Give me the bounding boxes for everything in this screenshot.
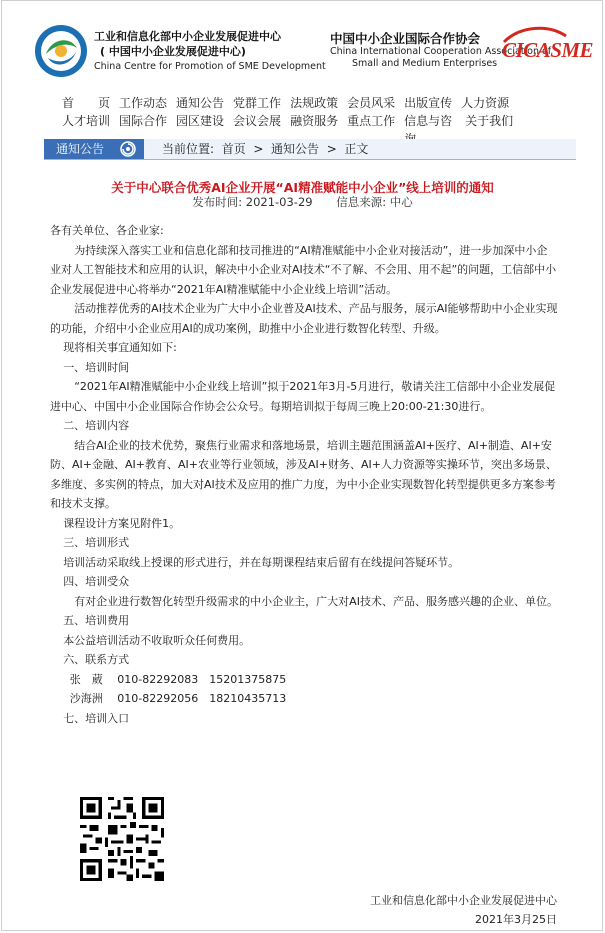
breadcrumb-home[interactable]: 首页 xyxy=(221,142,246,156)
nav-item-publish[interactable]: 出版宣传 xyxy=(404,96,453,110)
nav-item-about[interactable]: 关于我们 xyxy=(465,114,514,128)
nav-row-1 xyxy=(62,94,542,112)
nav-item-info[interactable]: 信息与咨 xyxy=(404,114,453,128)
site-header xyxy=(2,2,602,90)
section-heading: 五、培训费用 xyxy=(63,614,130,627)
article-meta xyxy=(0,194,605,210)
org-name-sub: ( 中国中小企业发展促进中心) xyxy=(100,45,246,58)
nav-item-members[interactable]: 会员风采 xyxy=(347,96,396,110)
notice-bar xyxy=(44,139,576,160)
nav-item-parks[interactable]: 园区建设 xyxy=(176,114,225,128)
sme-center-name xyxy=(94,29,326,74)
nav-item-hr[interactable]: 人力资源 xyxy=(461,96,510,110)
sme-center-logo-icon[interactable] xyxy=(34,24,88,78)
section-heading: 四、培训受众 xyxy=(63,575,130,588)
paragraph: 现将相关事宜通知如下: xyxy=(63,341,177,354)
org-name-en: China Centre for Promotion of SME Development xyxy=(94,61,326,72)
signature-block xyxy=(370,891,557,929)
paragraph: 本公益培训活动不收取听众任何费用。 xyxy=(63,633,251,647)
org-name-cn: 工业和信息化部中小企业发展促进中心 xyxy=(94,30,281,43)
info-source: 信息来源: 中心 xyxy=(336,195,413,209)
cicasme-logo[interactable]: CICASME xyxy=(502,38,594,62)
breadcrumb-section[interactable]: 通知公告 xyxy=(271,142,320,156)
article-body xyxy=(50,221,558,728)
nav-item-notices[interactable]: 通知公告 xyxy=(176,96,225,110)
swirl-icon xyxy=(120,141,136,157)
section-heading: 六、联系方式 xyxy=(63,653,130,666)
breadcrumb-label: 当前位置: xyxy=(162,142,215,156)
paragraph: “2021年AI精准赋能中小企业线上培训”拟于2021年3月-5月进行，敬请关注工信部中小企业发展促进中心、中国中小企业国际合作协会公众号。每期培训拟于每周三晚上20:00-21:30进行。 xyxy=(50,380,556,413)
nav-item-news[interactable]: 工作动态 xyxy=(119,96,168,110)
paragraph: 为持续深入落实工业和信息化部和技司推进的“AI精准赋能中小企业对接活动”，进一步加深中小企业对人工智能技术和应用的认识，解决中小企业对AI技术“不了解、不会用、用不起”的问题，工信部中小企业发展促进中心将举办“2021年AI精准赋能中小企业线上培训”活动。 xyxy=(50,243,557,296)
breadcrumb-current: 正文 xyxy=(344,142,369,156)
paragraph: 活动推荐优秀的AI技术企业为广大中小企业普及AI技术、产品与服务，展示AI能够帮助中小企业实现的功能，介绍中小企业应用AI的成功案例，助推中小企业进行数智化转型、升级。 xyxy=(50,302,558,335)
signature-date: 2021年3月25日 xyxy=(475,913,557,926)
breadcrumb-sep: > xyxy=(253,142,264,156)
nav-item-home[interactable]: 首 页 xyxy=(62,96,111,110)
contact-line: 张 葳 010-82292083 15201375875 xyxy=(69,672,287,686)
paragraph: 培训活动采取线上授课的形式进行，并在每期课程结束后留有在线提问答疑环节。 xyxy=(63,555,460,569)
section-heading: 二、培训内容 xyxy=(63,419,130,432)
qr-code-icon[interactable] xyxy=(77,794,167,884)
contact-line: 沙海洲 010-82292056 18210435713 xyxy=(69,692,287,705)
article-title: 关于中心联合优秀AI企业开展“AI精准赋能中小企业”线上培训的通知 xyxy=(111,180,494,195)
signature-org: 工业和信息化部中小企业发展促进中心 xyxy=(370,894,557,907)
nav-item-training[interactable]: 人才培训 xyxy=(62,114,111,128)
assoc-name-en-2: Small and Medium Enterprises xyxy=(352,58,498,69)
breadcrumb xyxy=(162,139,368,159)
nav-item-intl[interactable]: 国际合作 xyxy=(119,114,168,128)
nav-item-policy[interactable]: 法规政策 xyxy=(290,96,339,110)
nav-item-key-work[interactable]: 重点工作 xyxy=(347,114,396,128)
publish-date: 发布时间: 2021-03-29 xyxy=(192,195,313,209)
paragraph: 结合AI企业的技术优势，聚焦行业需求和落地场景，培训主题范围涵盖AI+医疗、AI+制造、AI+安防、AI+金融、AI+教育、AI+农业等行业领域，涉及AI+财务、AI+人力资源等实操环节，突出多场景、多维度、多实例的特点，加大对AI技术及应用的推广力度，为中小企业实现数智化转型提供更多方案参考和技术支撑。 xyxy=(50,438,557,510)
breadcrumb-sep: > xyxy=(326,142,337,156)
nav-item-party[interactable]: 党群工作 xyxy=(233,96,282,110)
nav-item-expo[interactable]: 会议会展 xyxy=(233,114,282,128)
section-heading: 一、培训时间 xyxy=(63,360,130,374)
nav-item-finance[interactable]: 融资服务 xyxy=(290,114,339,128)
section-heading: 七、培训入口 xyxy=(63,711,130,725)
assoc-name-cn: 中国中小企业国际合作协会 xyxy=(330,31,481,46)
notice-tab[interactable]: 通知公告 xyxy=(44,139,144,159)
greeting: 各有关单位、各企业家: xyxy=(50,224,164,237)
paragraph: 课程设计方案见附件1。 xyxy=(63,516,181,530)
assoc-name-en-1: China International Cooperation Association of xyxy=(330,46,552,57)
section-heading: 三、培训形式 xyxy=(63,536,130,549)
paragraph: 有对企业进行数智化转型升级需求的中小企业主，广大对AI技术、产品、服务感兴趣的企业、单位。 xyxy=(74,594,558,608)
